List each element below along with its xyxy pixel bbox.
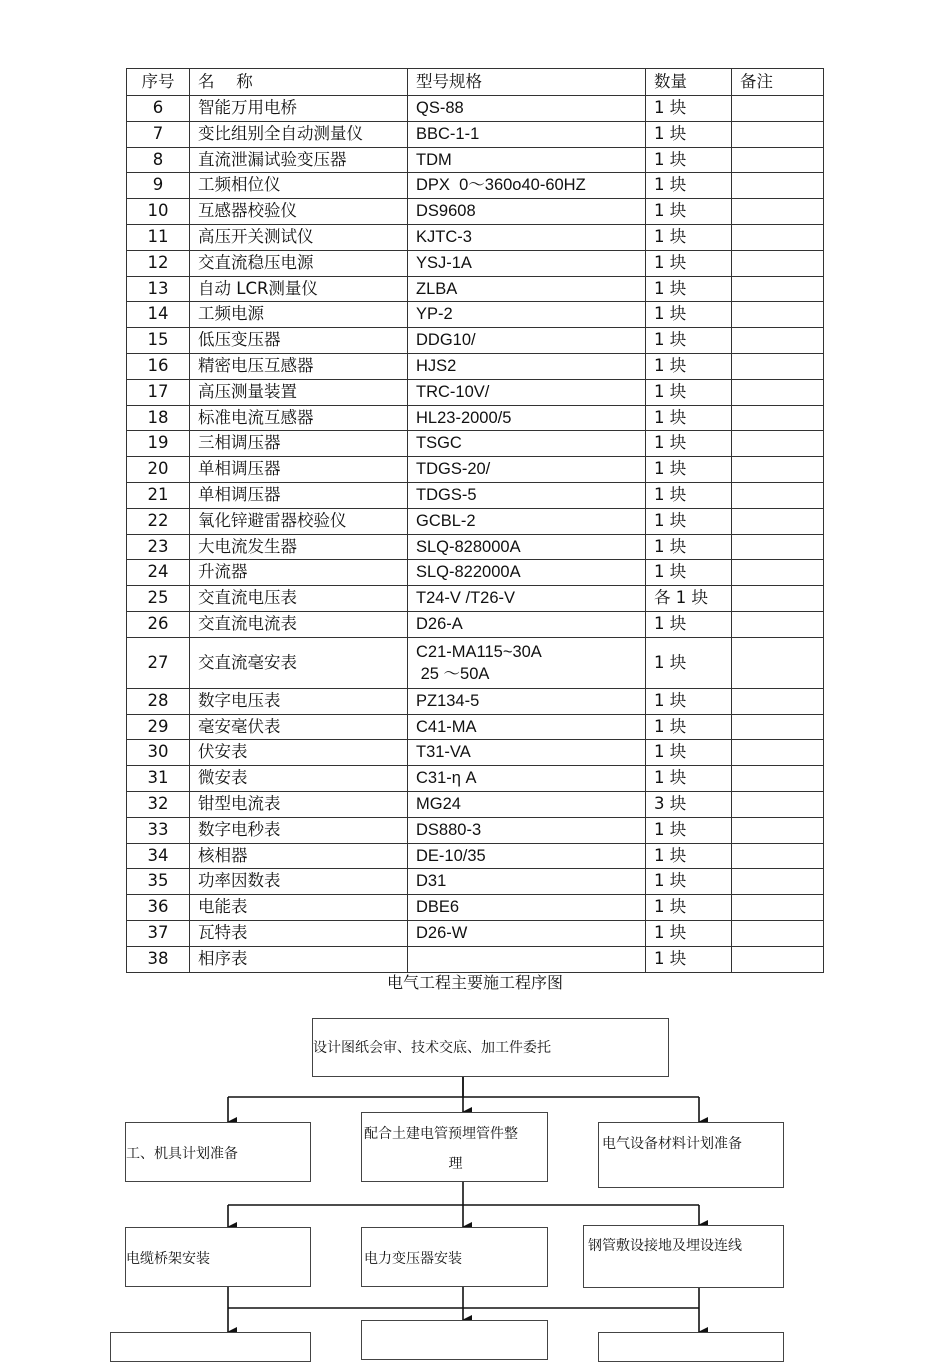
- cell-qty: 1 块: [646, 637, 732, 688]
- model-line: DE-10/35: [416, 846, 486, 865]
- cell-name: 瓦特表: [190, 920, 408, 946]
- cell-no: 13: [127, 276, 190, 302]
- cell-qty: 1 块: [646, 250, 732, 276]
- cell-no: 29: [127, 714, 190, 740]
- cell-name: 交直流电压表: [190, 586, 408, 612]
- model-line: MG24: [416, 794, 461, 813]
- cell-no: 8: [127, 147, 190, 173]
- model-line: TRC-10V/: [416, 382, 490, 401]
- cell-name: 直流泄漏试验变压器: [190, 147, 408, 173]
- cell-name: 电能表: [190, 895, 408, 921]
- model-line: KJTC-3: [416, 227, 472, 246]
- cell-qty: 1 块: [646, 714, 732, 740]
- header-name: 名 称: [190, 69, 408, 96]
- cell-name: 工频相位仪: [190, 173, 408, 199]
- cell-qty: 1 块: [646, 302, 732, 328]
- model-line: TSGC: [416, 434, 462, 453]
- cell-name: 功率因数表: [190, 869, 408, 895]
- model-line: DS880-3: [416, 820, 482, 839]
- cell-name: 智能万用电桥: [190, 96, 408, 122]
- cell-qty: 各 1 块: [646, 586, 732, 612]
- cell-no: 23: [127, 534, 190, 560]
- model-line: C31-η A: [416, 769, 477, 788]
- model-line: T24-V /T26-V: [416, 589, 516, 608]
- header-no: 序号: [127, 69, 190, 96]
- cell-qty: 1 块: [646, 766, 732, 792]
- cell-name: 微安表: [190, 766, 408, 792]
- cell-no: 12: [127, 250, 190, 276]
- cell-name: 大电流发生器: [190, 534, 408, 560]
- cell-qty: 1 块: [646, 328, 732, 354]
- cell-no: 15: [127, 328, 190, 354]
- cell-no: 9: [127, 173, 190, 199]
- model-line: YP-2: [416, 305, 453, 324]
- cell-name: 交直流稳压电源: [190, 250, 408, 276]
- cell-no: 14: [127, 302, 190, 328]
- cell-qty: 1 块: [646, 534, 732, 560]
- cell-name: 钳型电流表: [190, 791, 408, 817]
- model-line: DDG10/: [416, 331, 476, 350]
- model-line: QS-88: [416, 99, 464, 117]
- cell-name: 工频电源: [190, 302, 408, 328]
- flow-box-tools-plan: 工、机具计划准备: [125, 1122, 311, 1182]
- header-model: 型号规格: [408, 69, 646, 96]
- model-line: D26-W: [416, 923, 468, 942]
- cell-qty: 1 块: [646, 508, 732, 534]
- cell-no: 10: [127, 199, 190, 225]
- cell-name: 三相调压器: [190, 431, 408, 457]
- cell-name: 自动 LCR测量仪: [190, 276, 408, 302]
- cell-qty: 1 块: [646, 817, 732, 843]
- flow-box-material-plan: 电气设备材料计划准备: [598, 1122, 784, 1188]
- cell-no: 37: [127, 920, 190, 946]
- cell-qty: 3 块: [646, 791, 732, 817]
- cell-name: 低压变压器: [190, 328, 408, 354]
- flow-box-cable-tray: 电缆桥架安装: [125, 1227, 311, 1287]
- cell-name: 交直流电流表: [190, 611, 408, 637]
- cell-no: 17: [127, 379, 190, 405]
- cell-name: 高压开关测试仪: [190, 224, 408, 250]
- cell-qty: 1 块: [646, 946, 732, 972]
- cell-qty: 1 块: [646, 611, 732, 637]
- cell-name: 高压测量装置: [190, 379, 408, 405]
- cell-name: 升流器: [190, 560, 408, 586]
- cell-qty: 1 块: [646, 96, 732, 122]
- cell-qty: 1 块: [646, 147, 732, 173]
- cell-no: 30: [127, 740, 190, 766]
- flow-box-pipe-embed: 配合土建电管预埋管件整 理: [361, 1112, 548, 1182]
- cell-qty: 1 块: [646, 224, 732, 250]
- cell-qty: 1 块: [646, 121, 732, 147]
- cell-no: 21: [127, 482, 190, 508]
- model-line: SLQ-828000A: [416, 537, 521, 556]
- cell-no: 20: [127, 457, 190, 483]
- model-line: TDGS-5: [416, 485, 477, 504]
- cell-qty: 1 块: [646, 482, 732, 508]
- cell-no: 19: [127, 431, 190, 457]
- cell-qty: 1 块: [646, 199, 732, 225]
- cell-qty: 1 块: [646, 920, 732, 946]
- cell-no: 32: [127, 791, 190, 817]
- cell-name: 互感器校验仪: [190, 199, 408, 225]
- model-line: GCBL-2: [416, 511, 476, 530]
- cell-qty: 1 块: [646, 173, 732, 199]
- cell-no: 26: [127, 611, 190, 637]
- model-line: D26-A: [416, 614, 463, 633]
- cell-no: 35: [127, 869, 190, 895]
- model-line: TDGS-20/: [416, 460, 491, 479]
- cell-qty: 1 块: [646, 405, 732, 431]
- cell-qty: 1 块: [646, 895, 732, 921]
- cell-no: 27: [127, 637, 190, 688]
- header-qty: 数量: [646, 69, 732, 96]
- cell-qty: 1 块: [646, 457, 732, 483]
- cell-no: 38: [127, 946, 190, 972]
- model-line: BBC-1-1: [416, 124, 480, 143]
- flow-box-next-center: [361, 1320, 548, 1360]
- cell-name: 单相调压器: [190, 482, 408, 508]
- flow-box-transformer: 电力变压器安装: [361, 1227, 548, 1287]
- flow-box-design-review: 设计图纸会审、技术交底、加工件委托: [312, 1018, 669, 1077]
- model-line: T31-VA: [416, 743, 471, 762]
- flowchart-caption: 电气工程主要施工程序图: [386, 973, 563, 992]
- cell-name: 核相器: [190, 843, 408, 869]
- cell-name: 变比组别全自动测量仪: [190, 121, 408, 147]
- cell-no: 25: [127, 586, 190, 612]
- cell-name: 数字电压表: [190, 688, 408, 714]
- cell-qty: 1 块: [646, 379, 732, 405]
- cell-no: 16: [127, 353, 190, 379]
- cell-qty: 1 块: [646, 688, 732, 714]
- cell-no: 34: [127, 843, 190, 869]
- cell-no: 18: [127, 405, 190, 431]
- cell-no: 28: [127, 688, 190, 714]
- model-line: TDM: [416, 150, 452, 169]
- cell-no: 22: [127, 508, 190, 534]
- model-line: DBE6: [416, 898, 460, 917]
- cell-name: 氧化锌避雷器校验仪: [190, 508, 408, 534]
- cell-name: 相序表: [190, 946, 408, 972]
- cell-qty: 1 块: [646, 869, 732, 895]
- model-line: PZ134-5: [416, 691, 480, 710]
- model-line: DPX 0～360o40-60HZ: [416, 176, 586, 195]
- model-line: C41-MA: [416, 717, 477, 736]
- model-line: ZLBA: [416, 279, 458, 298]
- model-line: YSJ-1A: [416, 253, 472, 272]
- cell-name: 毫安毫伏表: [190, 714, 408, 740]
- cell-name: 伏安表: [190, 740, 408, 766]
- cell-no: 11: [127, 224, 190, 250]
- model-line: D31: [416, 872, 447, 891]
- cell-no: 7: [127, 121, 190, 147]
- cell-name: 交直流毫安表: [190, 637, 408, 688]
- cell-qty: 1 块: [646, 560, 732, 586]
- cell-name: 标准电流互感器: [190, 405, 408, 431]
- flow-box-grounding: 钢管敷设接地及埋设连线: [583, 1225, 784, 1288]
- model-line: SLQ-822000A: [416, 563, 521, 582]
- cell-no: 31: [127, 766, 190, 792]
- cell-no: 36: [127, 895, 190, 921]
- cell-no: 24: [127, 560, 190, 586]
- cell-name: 数字电秒表: [190, 817, 408, 843]
- flow-box-next-left: [110, 1332, 311, 1362]
- cell-qty: 1 块: [646, 740, 732, 766]
- cell-qty: 1 块: [646, 843, 732, 869]
- model-line: DS9608: [416, 202, 476, 221]
- header-note: 备注: [732, 69, 824, 96]
- cell-qty: 1 块: [646, 276, 732, 302]
- cell-no: 33: [127, 817, 190, 843]
- model-line: HL23-2000/5: [416, 408, 512, 427]
- model-line: 25 ～50A: [416, 664, 490, 683]
- cell-qty: 1 块: [646, 431, 732, 457]
- cell-no: 6: [127, 96, 190, 122]
- cell-name: 单相调压器: [190, 457, 408, 483]
- model-line: HJS2: [416, 356, 457, 375]
- flow-box-next-right: [598, 1332, 784, 1362]
- model-line: C21-MA115~30A: [416, 642, 542, 661]
- cell-name: 精密电压互感器: [190, 353, 408, 379]
- cell-qty: 1 块: [646, 353, 732, 379]
